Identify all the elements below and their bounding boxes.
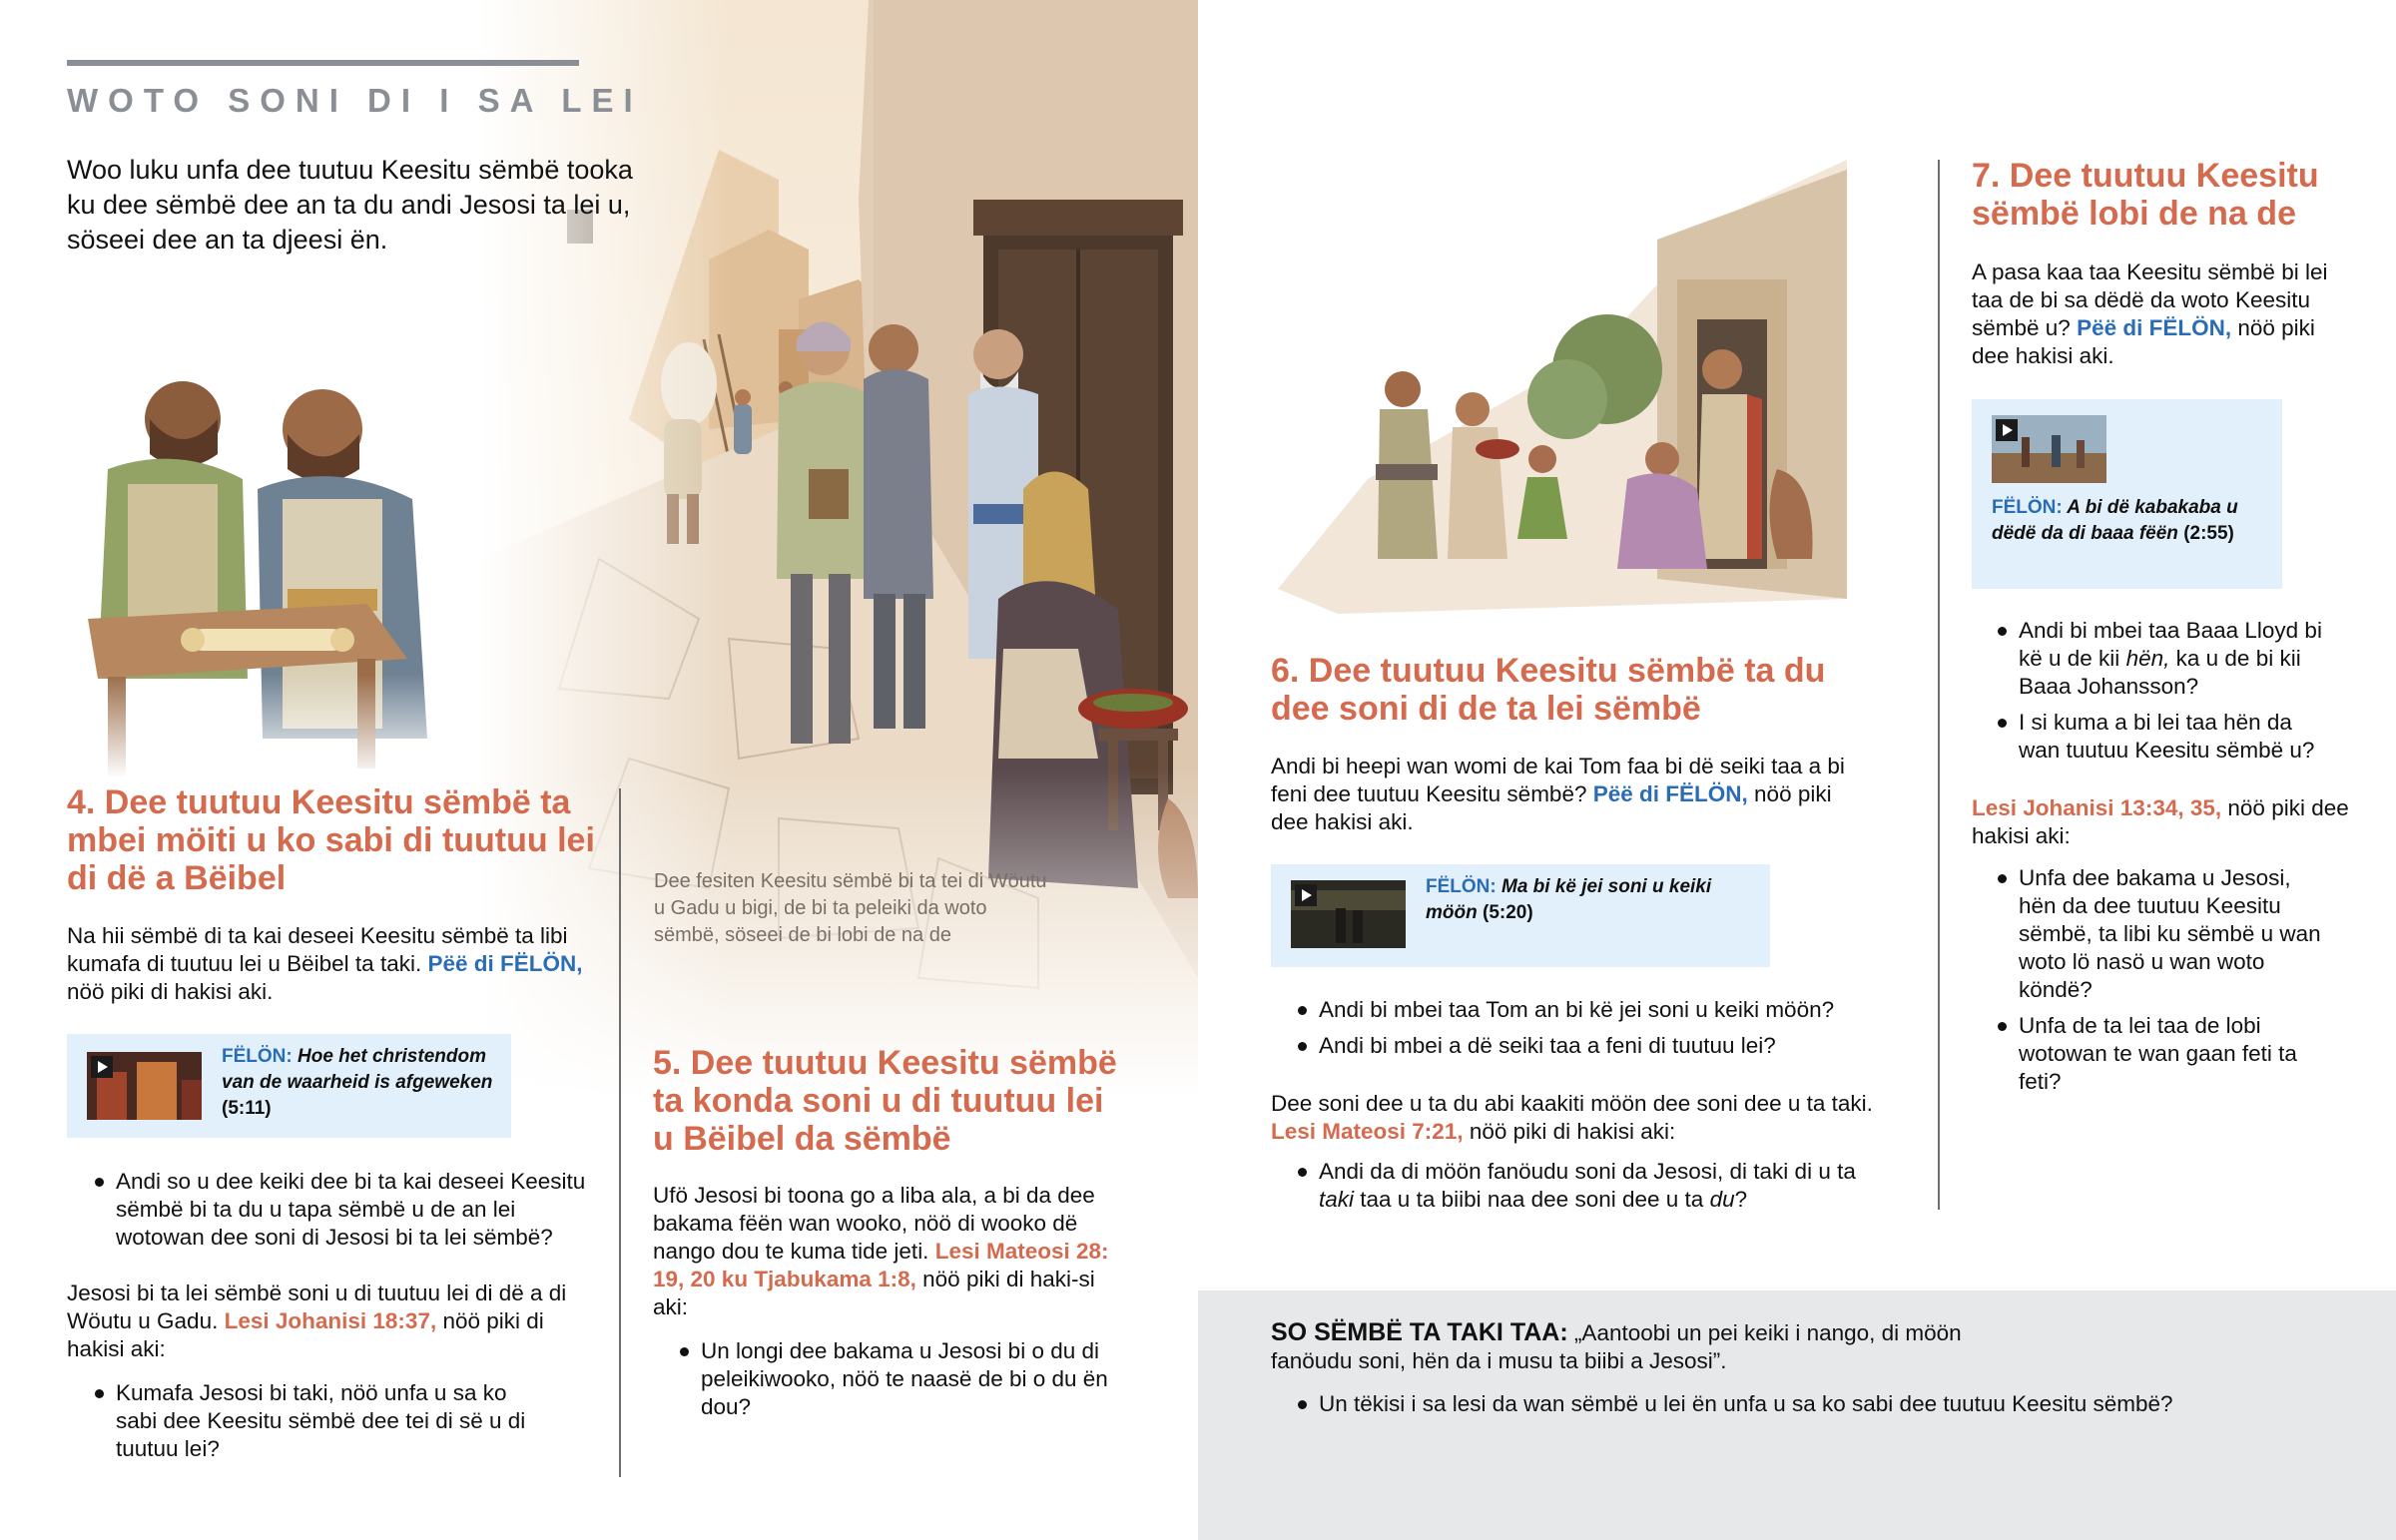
list-item: Un longi dee bakama u Jesosi bi o du di peleikiwooko, nöö te naasë de bi o du ën dou?: [677, 1337, 1126, 1421]
summary-label: SO SËMBË TA TAKI TAA:: [1271, 1318, 1568, 1346]
section-7-questions-b: [1995, 864, 2334, 1104]
scripture-reference[interactable]: Lesi Mateosi 7:21,: [1271, 1119, 1464, 1144]
section-4-paragraph: Jesosi bi ta lei sëmbë soni u di tuutuu lei di dë a di Wöutu u Gadu. Lesi Johanisi 18:37, nöö piki di hakisi aki:: [67, 1281, 567, 1361]
summary-questions: [1295, 1390, 2293, 1426]
watch-video-link[interactable]: Pëë di FËLÖN,: [1592, 781, 1748, 806]
watch-video-link[interactable]: Pëë di FËLÖN,: [427, 951, 583, 976]
video-caption: FËLÖN: Ma bi kë jei soni u keiki möön (5:20): [1426, 876, 1712, 923]
section-6-paragraph: Dee soni dee u ta du abi kaakiti möön dee soni dee u ta taki. Lesi Mateosi 7:21, nöö piki di hakisi aki:: [1271, 1091, 1873, 1144]
list-item: Andi da di möön fanöudu soni da Jesosi, di taki di u ta taki taa u ta biibi naa dee soni dee u ta du?: [1295, 1158, 1894, 1214]
illustration-caption: Dee fesiten Keesitu sëmbë bi ta tei di Wöutu u Gadu u bigi, de bi ta peleiki da woto sëmbë, söseei de bi lobi de na de: [654, 870, 1047, 946]
summary-statement: SO SËMBË TA TAKI TAA: „Aantoobi un pei keiki i nango, di möön fanöudu soni, hën da i musu ta biibi a Jesosi”.: [1271, 1318, 1962, 1373]
section-6-questions-a: [1295, 996, 1874, 1068]
section-4-intro: Na hii sëmbë di ta kai deseei Keesitu sëmbë ta libi kumafa di tuutuu lei u Bëibel ta taki. Pëë di FËLÖN, nöö piki di hakisi aki.: [67, 923, 583, 1004]
list-item: Andi bi mbei a dë seiki taa a feni di tuutuu lei?: [1295, 1032, 1874, 1060]
section-4-title: 4. Dee tuutuu Keesitu sëmbë ta mbei möiti u ko sabi di tuutuu lei di dë a Bëibel: [67, 783, 595, 897]
section-6-questions-b: [1295, 1158, 1894, 1222]
section-4-questions-a: [92, 1168, 601, 1260]
intro-paragraph: Woo luku unfa dee tuutuu Keesitu sëmbë tooka ku dee sëmbë dee an ta du andi Jesosi ta lei u, söseei dee an ta djeesi ën.: [67, 155, 633, 255]
list-item: I si kuma a bi lei taa hën da wan tuutuu Keesitu sëmbë u?: [1995, 709, 2334, 765]
section-kicker: WOTO SONI DI I SA LEI: [67, 82, 643, 119]
video-thumbnail[interactable]: [1992, 415, 2106, 483]
header-rule: [67, 60, 579, 66]
column-divider: [1938, 160, 1940, 1210]
watch-video-link[interactable]: Pëë di FËLÖN,: [2077, 315, 2232, 340]
scripture-reference[interactable]: Lesi Johanisi 13:34, 35,: [1972, 795, 2222, 820]
video-thumbnail[interactable]: [87, 1052, 202, 1120]
section-4-questions-b: [92, 1379, 551, 1471]
scripture-reference[interactable]: Lesi Johanisi 18:37,: [224, 1308, 437, 1333]
column-divider: [619, 788, 621, 1477]
video-thumbnail[interactable]: [1291, 880, 1406, 948]
video-card-lloyd[interactable]: [1972, 399, 2282, 589]
section-6-title: 6. Dee tuutuu Keesitu sëmbë ta du dee soni di de ta lei sëmbë: [1271, 652, 1826, 728]
list-item: Un tëkisi i sa lesi da wan sëmbë u lei ën unfa u sa ko sabi dee tuutuu Keesitu sëmbë?: [1295, 1390, 2293, 1418]
video-caption: FËLÖN: Hoe het christendom van de waarheid is afgeweken (5:11): [222, 1046, 493, 1119]
scripture-reference[interactable]: Lesi Mateosi 28: 19, 20 ku Tjabukama 1:8,: [653, 1239, 1109, 1291]
play-icon[interactable]: [1295, 884, 1317, 906]
list-item: Andi bi mbei taa Baaa Lloyd bi kë u de kii hën, ka u de bi kii Baaa Johansson?: [1995, 617, 2334, 701]
play-icon[interactable]: [91, 1056, 113, 1078]
section-5-title: 5. Dee tuutuu Keesitu sëmbë ta konda soni u di tuutuu lei u Bëibel da sëmbë: [653, 1044, 1117, 1158]
family-illustration: [1258, 160, 1847, 629]
list-item: Kumafa Jesosi bi taki, nöö unfa u sa ko sabi dee Keesitu sëmbë dee tei di së u di tuutuu lei?: [92, 1379, 551, 1463]
video-card-christendom[interactable]: [67, 1034, 511, 1138]
list-item: Unfa de ta lei taa de lobi wotowan te wan gaan feti ta feti?: [1995, 1012, 2334, 1096]
section-7-title: 7. Dee tuutuu Keesitu sëmbë lobi de na de: [1972, 157, 2319, 233]
video-card-tom[interactable]: [1271, 864, 1770, 967]
video-caption: FËLÖN: A bi dë kabakaba u dëdë da di baaa fëën (2:55): [1992, 497, 2238, 544]
play-icon[interactable]: [1996, 419, 2018, 441]
section-7-paragraph: Lesi Johanisi 13:34, 35, nöö piki dee hakisi aki:: [1972, 795, 2349, 848]
list-item: Andi bi mbei taa Tom an bi kë jei soni u keiki möön?: [1295, 996, 1874, 1024]
section-5-questions: [677, 1337, 1126, 1429]
carpenters-illustration: [68, 359, 459, 778]
list-item: Andi so u dee keiki dee bi ta kai deseei Keesitu sëmbë bi ta du u tapa sëmbë u de an lei wotowan dee soni di Jesosi bi ta lei sëmbë?: [92, 1168, 601, 1252]
list-item: Unfa dee bakama u Jesosi, hën da dee tuutuu Keesitu sëmbë, ta libi ku sëmbë u wan woto lö nasö u wan woto köndë?: [1995, 864, 2334, 1004]
section-5-paragraph: Ufö Jesosi bi toona go a liba ala, a bi da dee bakama fëën wan wooko, nöö di wooko dë nango dou te kuma tide jeti. Lesi Mateosi 28: 19, 20 ku Tjabukama 1:8, nöö piki di haki-si aki:: [653, 1183, 1109, 1319]
section-7-questions-a: [1995, 617, 2334, 772]
section-6-intro: Andi bi heepi wan womi de kai Tom faa bi dë seiki taa a bi feni dee tuutuu Keesitu sëmbë? Pëë di FËLÖN, nöö piki dee hakisi aki.: [1271, 754, 1845, 834]
section-7-intro: A pasa kaa taa Keesitu sëmbë bi lei taa de bi sa dëdë da woto Keesitu sëmbë u? Pëë di FËLÖN, nöö piki dee hakisi aki.: [1972, 259, 2328, 368]
